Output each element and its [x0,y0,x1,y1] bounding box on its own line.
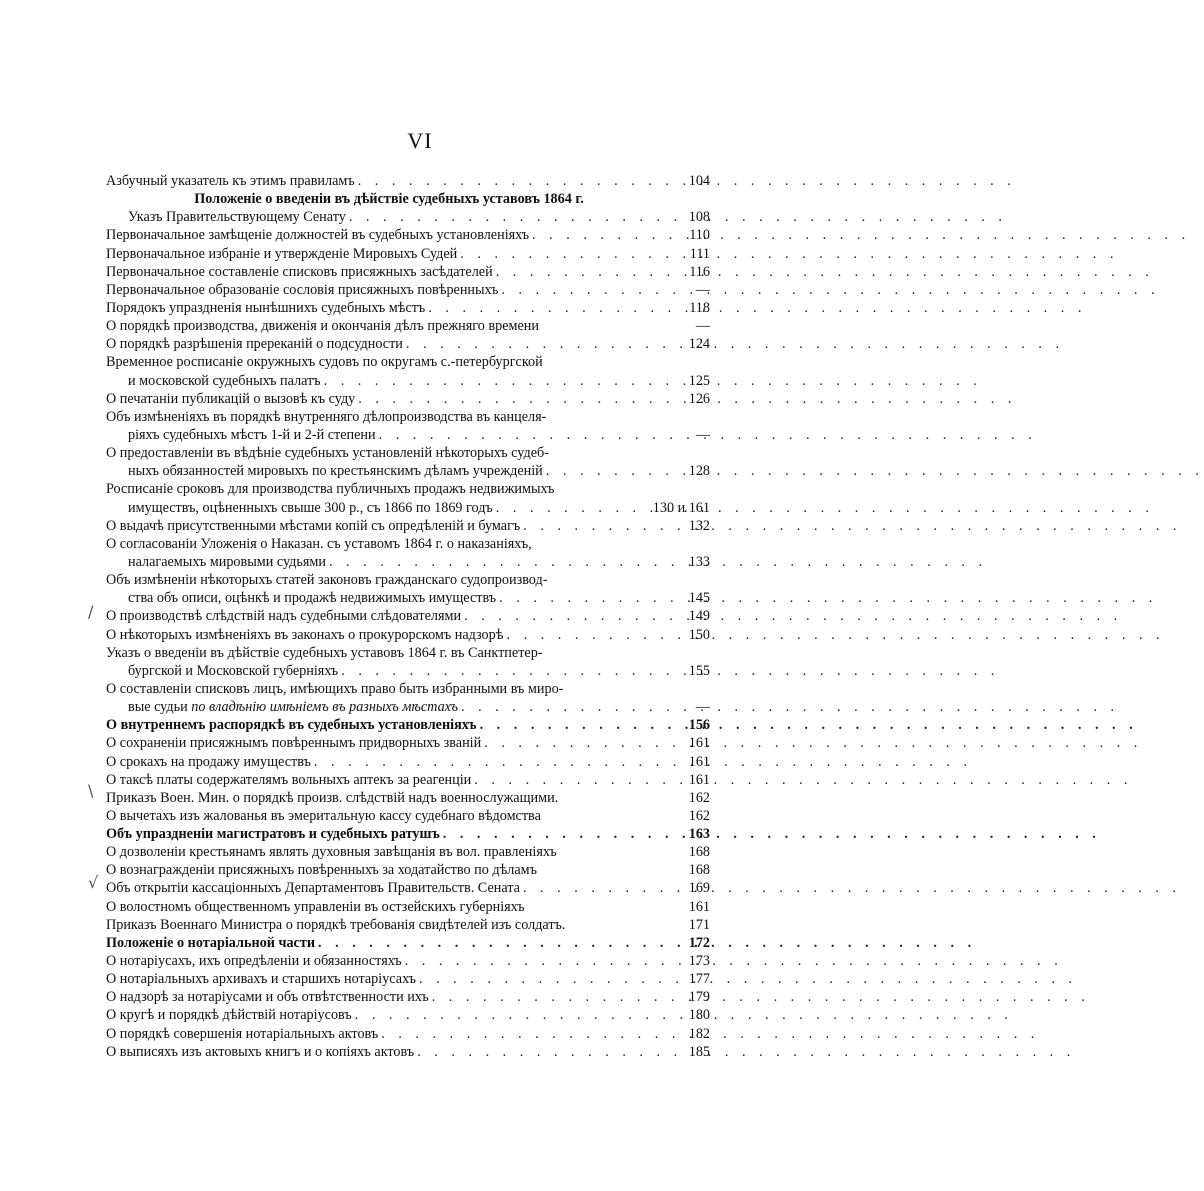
toc-entry-continuation: имуществъ, оцѣненныхъ свыше 300 р., съ 1866 по 1869 годъ . . . 130 и 161 [106,499,710,517]
toc-entry: Объ открытіи кассаціонныхъ Департаментовъ Правительств. Сената . . . 169 [106,879,710,897]
margin-mark-slash: / [88,602,94,621]
toc-entry: О срокахъ на продажу имуществъ . . . 161 [106,753,710,771]
toc-entry: О выдачѣ присутственными мѣстами копій съ опредѣленій и бумагъ . . . 132 [106,517,710,535]
toc-entry: Объ измѣненіяхъ въ порядкѣ внутренняго дѣлопроизводства въ канцеля- [106,408,547,425]
toc-section-heading: Положеніе о введеніи въ дѣйствіе судебныхъ уставовъ 1864 г. [194,191,584,208]
toc-entry: О вычетахъ изъ жалованья въ эмеритальную кассу судебнаго вѣдомства 162 [106,807,710,824]
toc-entry: О порядкѣ совершенія нотаріальныхъ актовъ . . . 182 [106,1025,710,1043]
toc-entry-continuation: ства объ описи, оцѣнкѣ и продажѣ недвижимыхъ имуществъ . . . 145 [106,589,710,607]
toc-entry-continuation: вые судьи по владѣнію имѣніемъ въ разныхъ мѣстахъ . . . — [106,698,710,716]
toc-entry: О дозволеніи крестьянамъ являть духовныя завѣщанія въ вол. правленіяхъ 168 [106,844,710,861]
toc-entry: Временное росписаніе окружныхъ судовъ по округамъ с.-петербургской [106,354,543,371]
toc-section-heading: Положеніе о нотаріальной части . . . 172 [106,934,710,952]
toc-entry: О таксѣ платы содержателямъ вольныхъ аптекъ за реагенціи . . . 161 [106,771,710,789]
toc-entry: Приказъ Воен. Мин. о порядкѣ произв. слѣдствій надъ военнослужащими. 162 [106,789,710,806]
toc-entry: Первоначальное замѣщеніе должностей въ судебныхъ установленіяхъ . . . 110 [106,226,710,244]
toc-entry: Указъ Правительствующему Сенату . . . 108 [106,208,710,226]
toc-entry: О нотаріусахъ, ихъ опредѣленіи и обязанностяхъ . . . 173 [106,952,710,970]
toc-entry: О вознагражденіи присяжныхъ повѣренныхъ за ходатайство по дѣламъ 168 [106,862,710,879]
toc-entry: О выписяхъ изъ актовыхъ книгъ и о копіяхъ актовъ . . . 185 [106,1043,710,1061]
toc-entry-continuation: налагаемыхъ мировыми судьями . . . 133 [106,553,710,571]
toc-entry-continuation: бургской и Московской губерніяхъ . . . 155 [106,662,710,680]
toc-entry-continuation: и московской судебныхъ палатъ . . . 125 [106,372,710,390]
toc-entry: О нотаріальныхъ архивахъ и старшихъ нотаріусахъ . . . 177 [106,970,710,988]
toc-entry: Приказъ Военнаго Министра о порядкѣ требованія свидѣтелей изъ солдатъ. 171 [106,916,710,933]
toc-entry: Первоначальное составленіе списковъ присяжныхъ засѣдателей . . . 116 [106,263,710,281]
toc-entry-continuation: ныхъ обязанностей мировыхъ по крестьянскимъ дѣламъ учрежденій . . . 128 [106,462,710,480]
toc-entry: О порядкѣ производства, движенія и окончанія дѣлъ прежняго времени — [106,318,710,335]
toc-section-heading: Объ упраздненіи магистратовъ и судебныхъ ратушъ . . . 163 [106,825,710,843]
toc-entry: Первоначальное образованіе сословія присяжныхъ повѣренныхъ . . . — [106,281,710,299]
toc-entry: О согласованіи Уложенія о Наказан. съ уставомъ 1864 г. о наказаніяхъ, [106,535,532,552]
toc-entry: Росписаніе сроковъ для производства публичныхъ продажъ недвижимыхъ [106,481,555,498]
toc-entry: О порядкѣ разрѣшенія пререканій о подсудности . . . 124 [106,335,710,353]
toc-entry: Азбучный указатель къ этимъ правиламъ . . . 104 [106,172,710,190]
toc-entry: Указъ о введеніи въ дѣйствіе судебныхъ уставовъ 1864 г. въ Санктпетер- [106,644,543,661]
table-of-contents [106,172,710,1061]
toc-entry: О производствѣ слѣдствій надъ судебными слѣдователями . . . 149 [106,607,710,625]
toc-entry: О составленіи списковъ лицъ, имѣющихъ право быть избранными въ миро- [106,680,564,697]
margin-mark-backslash: \ [88,781,94,800]
toc-entry: О волостномъ общественномъ управленіи въ остзейскихъ губерніяхъ 161 [106,898,710,915]
toc-entry: О предоставленіи въ вѣдѣніе судебныхъ установленій нѣкоторыхъ судеб- [106,445,549,462]
toc-entry-continuation: ріяхъ судебныхъ мѣстъ 1-й и 2-й степени . . . — [106,426,710,444]
toc-entry: Первоначальное избраніе и утвержденіе Мировыхъ Судей . . . 111 [106,245,710,263]
toc-entry: О сохраненіи присяжнымъ повѣреннымъ придворныхъ званій . . . 161 [106,734,710,752]
toc-section-heading: О внутреннемъ распорядкѣ въ судебныхъ установленіяхъ . . . 156 [106,716,710,734]
margin-mark-check: √ [88,873,99,892]
toc-entry: О печатаніи публикацій о вызовѣ къ суду . . . 126 [106,390,710,408]
page-number: VI [407,128,433,153]
toc-entry: О кругѣ и порядкѣ дѣйствій нотаріусовъ . . . 180 [106,1006,710,1024]
toc-entry: О надзорѣ за нотаріусами и объ отвѣтственности ихъ . . . 179 [106,988,710,1006]
toc-entry: Объ измѣненіи нѣкоторыхъ статей законовъ гражданскаго судопроизвод- [106,572,548,589]
toc-entry: Порядокъ упраздненія нынѣшнихъ судебныхъ мѣстъ . . . 118 [106,299,710,317]
toc-entry: О нѣкоторыхъ измѣненіяхъ въ законахъ о прокурорскомъ надзорѣ . . . 150 [106,626,710,644]
